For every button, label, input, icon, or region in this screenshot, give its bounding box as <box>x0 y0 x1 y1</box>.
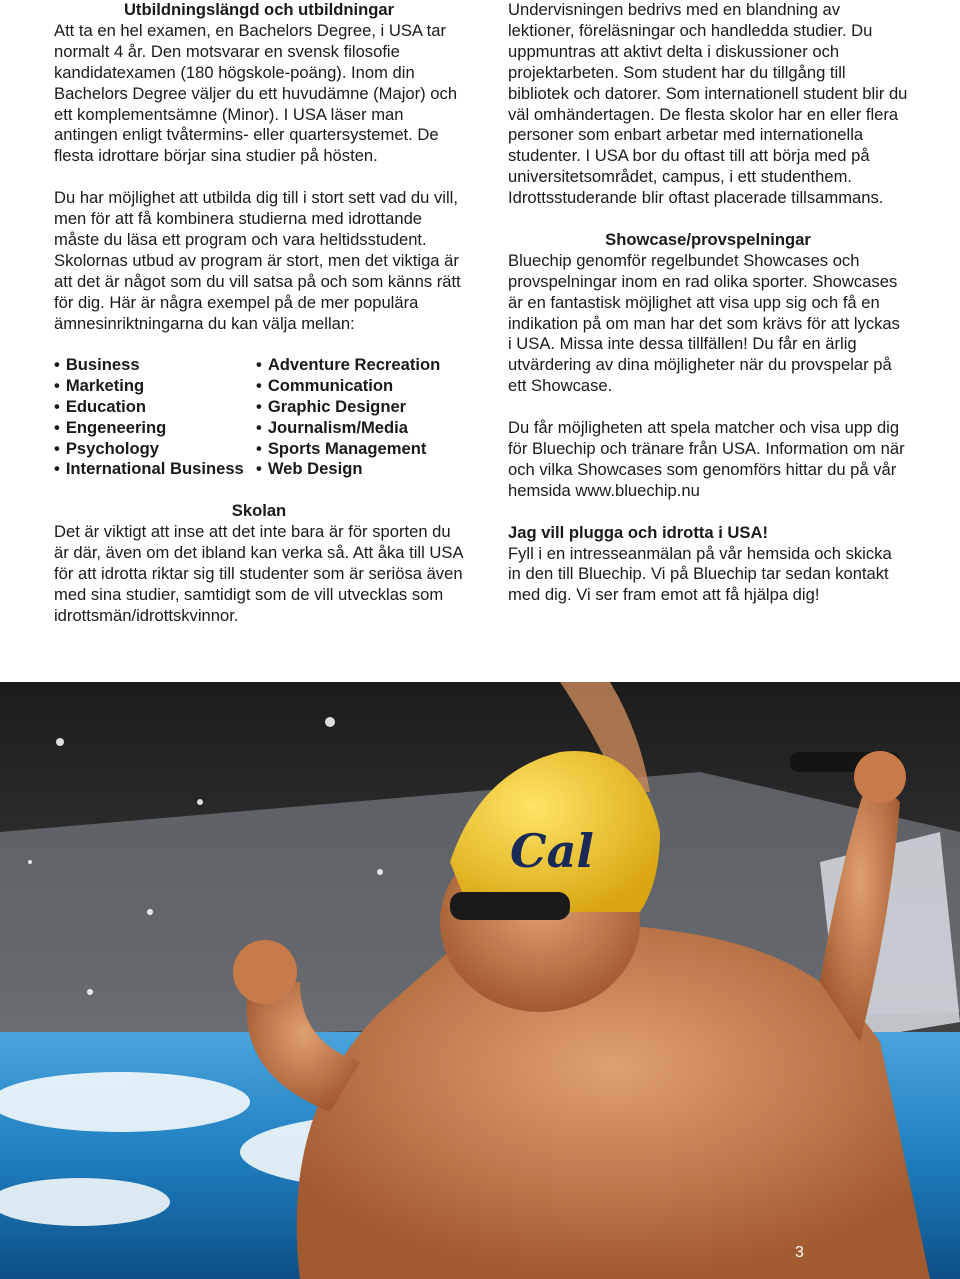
heading-showcase: Showcase/provspelningar <box>605 229 811 249</box>
subject-list-column-b <box>256 355 440 480</box>
page-number: 3 <box>795 1244 804 1261</box>
right-column <box>508 0 908 606</box>
subject-item: • Business <box>54 355 256 376</box>
heading-call-to-action: Jag vill plugga och idrotta i USA! <box>508 522 768 542</box>
subject-item: • Web Design <box>256 459 440 480</box>
paragraph-showcase: Bluechip genomför regelbundet Showcases och provspelningar inom en rad olika sporter. Showcases är en fantastisk möjlighet att visa upp sig och få en indikation på om man har det som krävs för att lyckas i USA. Missa inte dessa tillfällen! Du får en ärlig utvärdering av dina möjligheter när du provspelar på ett Showcase. <box>508 250 900 396</box>
heading-school: Skolan <box>231 501 287 521</box>
subject-item: • Engeneering <box>54 418 256 439</box>
paragraph-teaching: Undervisningen bedrivs med en blandning av lektioner, föreläsningar och handledda studier. Du uppmuntras att aktivt delta i diskussioner och projektarbeten. Som student har du tillgång till bibliotek och datorer. Som internationell student blir du väl omhändertagen. De flesta skolor har en eller flera personer som enbart arbetar med internationella studenter. I USA bor du oftast till att börja med på universitetsområdet, campus, i ett studenthem. Idrottsstuderande blir oftast placerade tillsammans. <box>508 0 908 208</box>
subject-item: • Communication <box>256 376 440 397</box>
subject-item: • Graphic Designer <box>256 397 440 418</box>
subject-item: • Education <box>54 397 256 418</box>
left-column <box>54 0 464 626</box>
paragraph-call-to-action: Fyll i en intresseanmälan på vår hemsida och skicka in den till Bluechip. Vi på Bluechip tar sedan kontakt med dig. Vi ser fram emot att få hjälpa dig! <box>508 543 892 605</box>
subject-item: • International Business <box>54 459 256 480</box>
cap-logo-text: Cal <box>510 824 594 878</box>
subject-item: • Journalism/Media <box>256 418 440 439</box>
subject-item: • Marketing <box>54 376 256 397</box>
subject-item: • Psychology <box>54 439 256 460</box>
swimmer-photo <box>0 682 960 1279</box>
paragraph-programs: Du har möjlighet att utbilda dig till i stort sett vad du vill, men för att få kombinera studierna med idrottande måste du läsa ett program och vara heltidsstudent. Skolornas utbud av program är stort, men det viktiga är att det är något som du vill satsa på och som känns rätt för dig. Här är några exempel på de mer populära ämnesinriktningarna du kan välja mellan: <box>54 188 461 333</box>
subject-item: • Adventure Recreation <box>256 355 440 376</box>
subject-list-column-a <box>54 355 256 480</box>
subject-item: • Sports Management <box>256 439 440 460</box>
paragraph-school: Det är viktigt att inse att det inte bara är för sporten du är där, även om det ibland kan verka så. Att åka till USA för att idrotta riktar sig till studenter som är seriösa även med sina studier, samtidigt som de vill utvecklas som idrottsmän/idrottskvinnor. <box>54 521 463 625</box>
paragraph-matches: Du får möjligheten att spela matcher och visa upp dig för Bluechip och tränare från USA. Information om när och vilka Showcases som genomförs hittar du på vår hemsida www.bluechip.nu <box>508 418 905 500</box>
heading-education-length: Utbildningslängd och utbildningar <box>123 0 395 19</box>
subject-list <box>54 355 464 480</box>
paragraph-education-length: Att ta en hel examen, en Bachelors Degree, i USA tar normalt 4 år. Den motsvarar en svensk filosofie kandidatexamen (180 högskole-poäng). Inom din Bachelors Degree väljer du ett huvudämne (Major) och ett komplementsämne (Minor). I USA läser man antingen enligt tvåtermins- eller quartersystemet. De flesta idrottare börjar sina studier på hösten. <box>54 20 458 166</box>
